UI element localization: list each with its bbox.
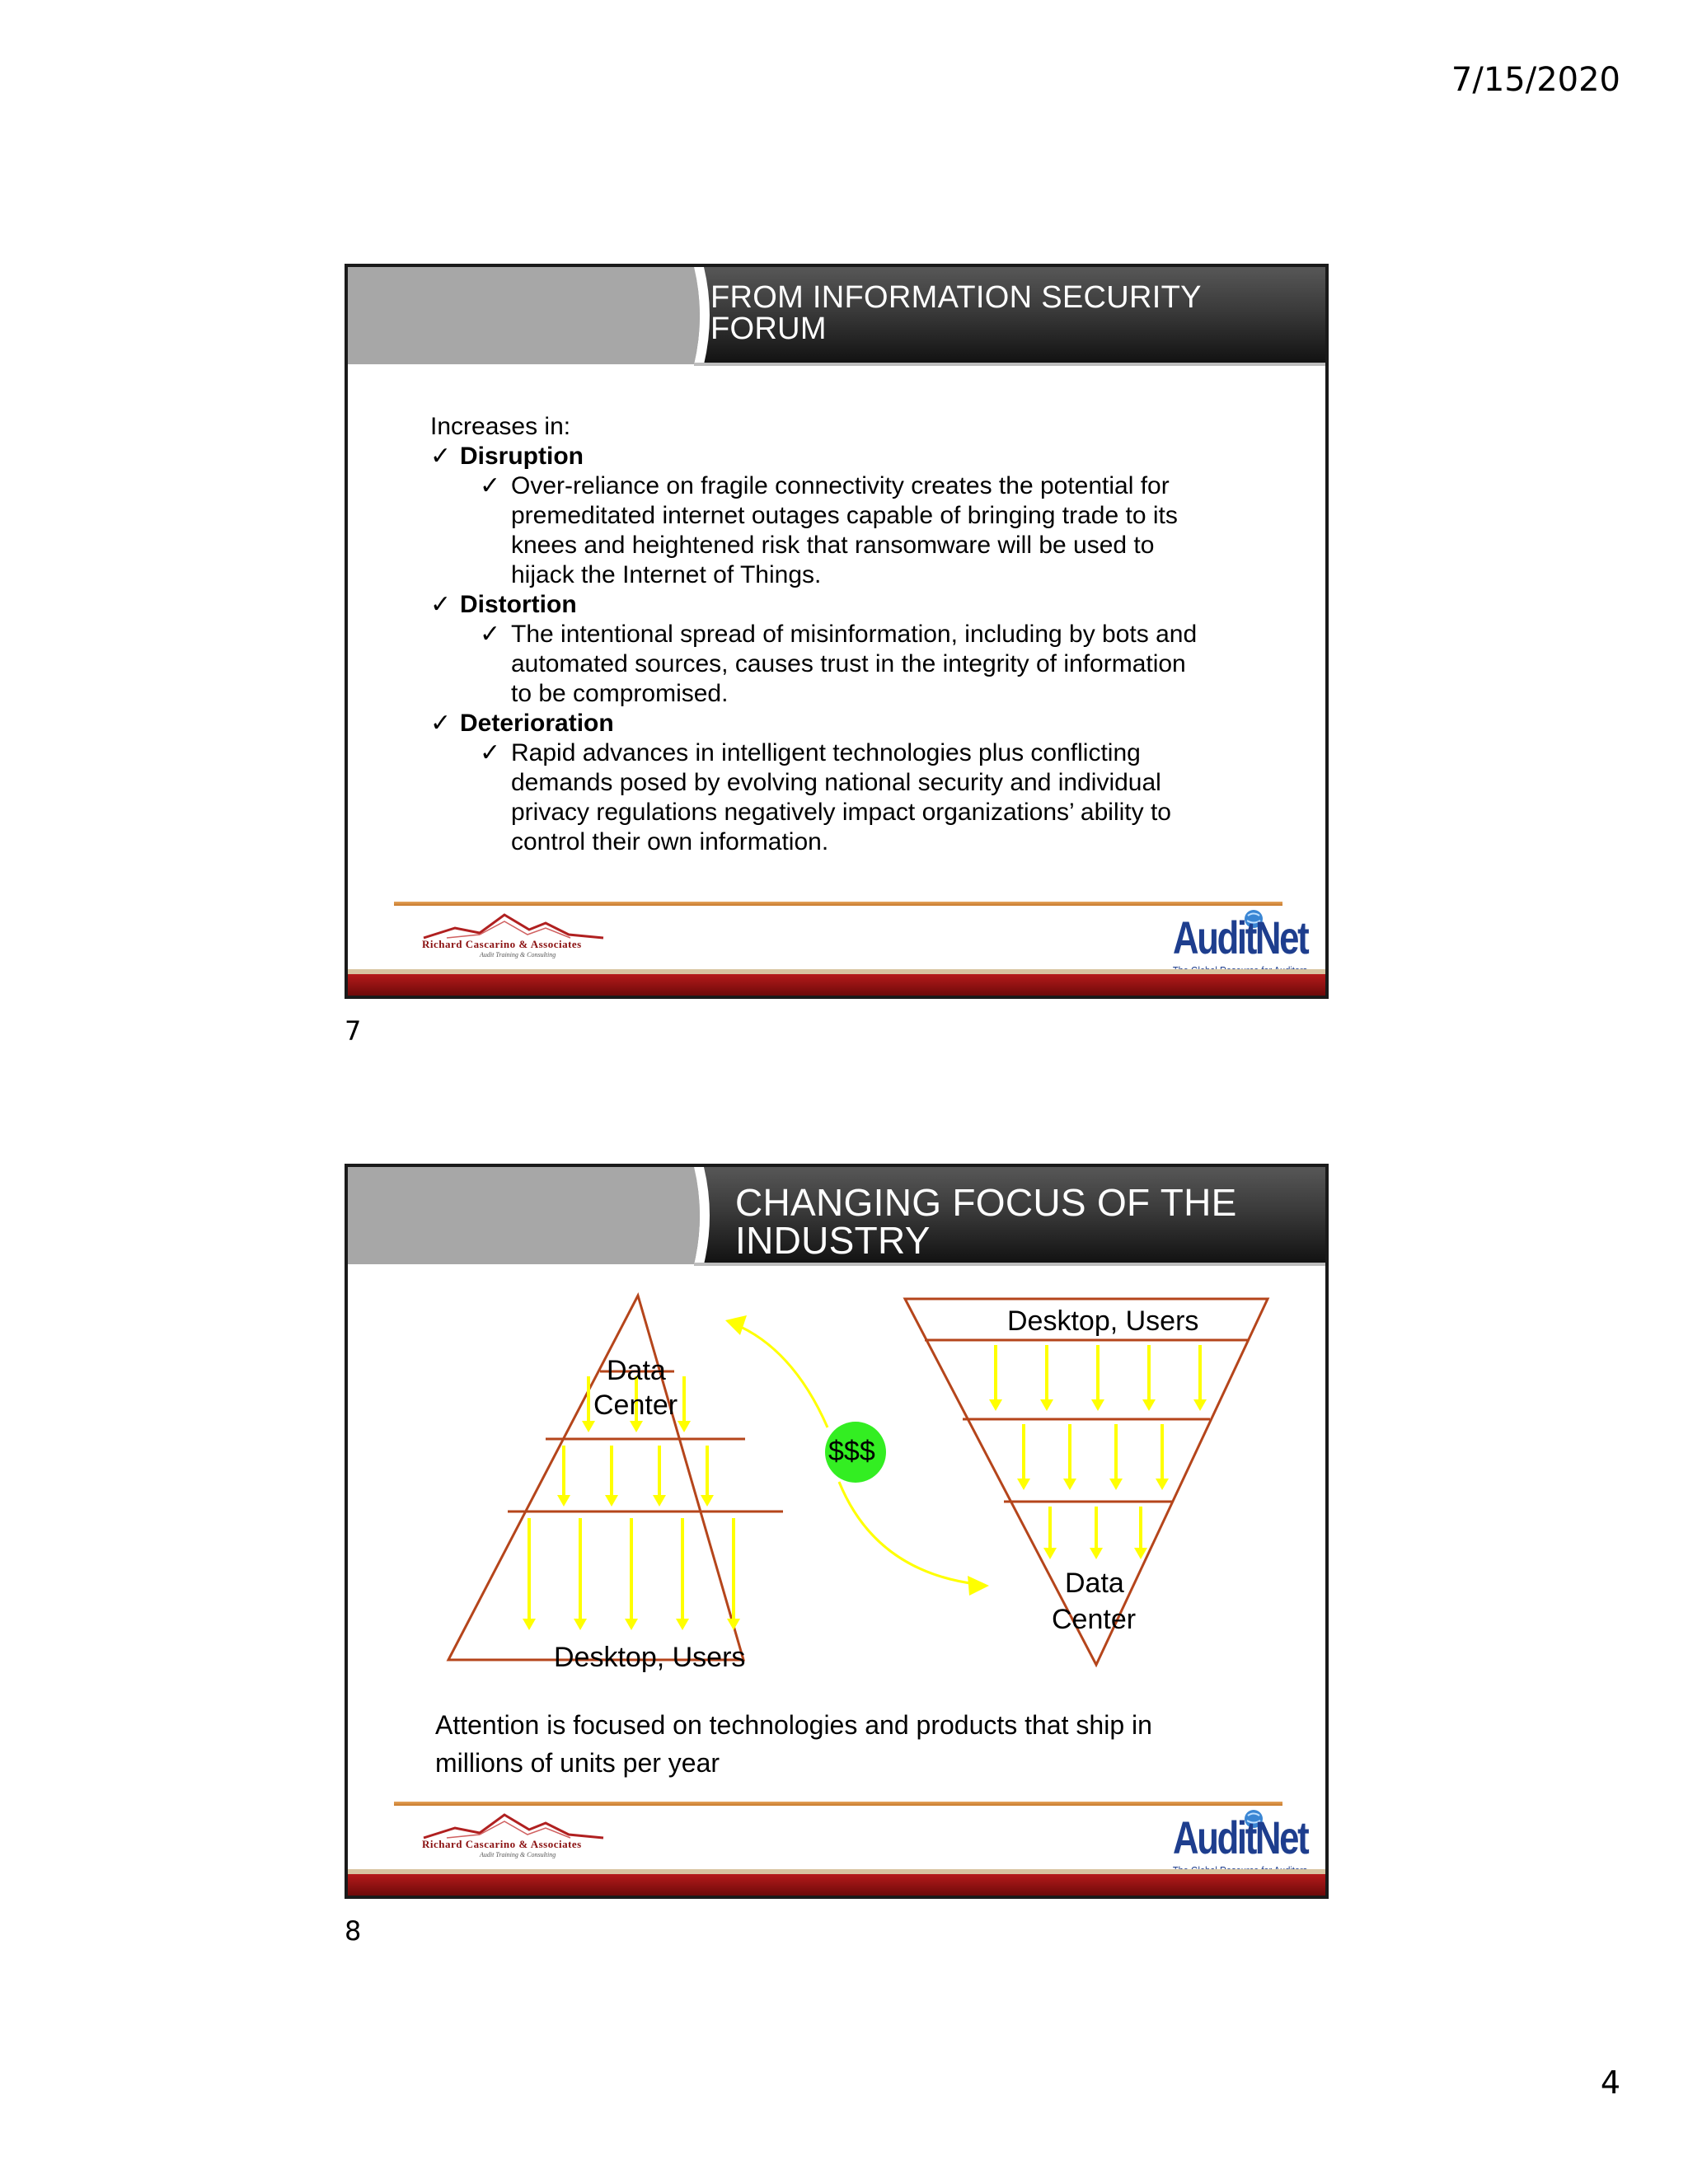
header-underline [694, 363, 1325, 366]
down-arrow-head [1156, 1479, 1169, 1490]
right-bottom-label-1: Data [1065, 1568, 1124, 1599]
industry-focus-diagram [348, 1167, 1325, 1896]
bullet-disruption [430, 442, 1221, 471]
slide-title-line-1: FROM INFORMATION SECURITY [710, 280, 1202, 315]
check-icon: ✓ [480, 621, 501, 648]
sub-bullet-text: The intentional spread of misinformation, including by bots and automated sources, causes trust in the integrity of information to be compromised. [511, 621, 1198, 707]
slide-title-line-2: INDUSTRY [735, 1219, 931, 1262]
slide-title [710, 282, 1287, 344]
check-icon: ✓ [430, 591, 452, 618]
down-arrow-head [630, 1421, 643, 1432]
down-arrow-head [1040, 1399, 1053, 1411]
auditnet-name: AuditNet [1172, 1811, 1307, 1863]
down-arrow-head [1142, 1399, 1156, 1411]
down-arrow-head [574, 1619, 587, 1630]
sub-bullet-deterioration [430, 738, 1221, 857]
pyramid-outline [448, 1296, 743, 1660]
down-arrow-head [678, 1421, 691, 1432]
footer-band [348, 974, 1325, 996]
rca-name: Richard Cascarino & Associates [422, 938, 582, 950]
rca-name: Richard Cascarino & Associates [422, 1838, 582, 1850]
slide-number-7: 7 [345, 1015, 362, 1047]
curved-arrow-lower-head [968, 1576, 989, 1596]
down-arrow-head [1109, 1479, 1123, 1490]
auditnet-name: AuditNet [1172, 912, 1307, 963]
down-arrow-head [727, 1619, 740, 1630]
mountain-icon [422, 1810, 636, 1840]
sub-bullet-text: Rapid advances in intelligent technologies plus conflicting demands posed by evolving national security and individual privacy regulations negatively impact organizations’ ability to control their own information. [511, 739, 1171, 855]
page-date: 7/15/2020 [1451, 61, 1620, 99]
down-arrow-head [1017, 1479, 1030, 1490]
left-top-label-1: Data [607, 1355, 666, 1386]
down-arrow-head [582, 1421, 595, 1432]
down-arrow-head [557, 1495, 570, 1507]
down-arrow-head [701, 1495, 714, 1507]
curved-arrow-lower [839, 1482, 976, 1584]
curved-arrow-upper [734, 1324, 828, 1427]
bullet-heading: Disruption [460, 443, 584, 470]
rca-subtitle: Audit Training & Consulting [480, 1851, 556, 1858]
left-bottom-label: Desktop, Users [554, 1642, 746, 1673]
sub-bullet-disruption [430, 471, 1221, 590]
mountain-icon [422, 910, 636, 940]
bullet-heading: Deterioration [460, 710, 614, 737]
sub-bullet-distortion [430, 620, 1221, 709]
down-arrow-head [625, 1619, 638, 1630]
check-icon: ✓ [430, 443, 452, 470]
down-arrow-head [523, 1619, 536, 1630]
slide-8 [345, 1164, 1329, 1899]
down-arrow-head [1063, 1479, 1076, 1490]
down-arrow-head [653, 1495, 666, 1507]
slide-caption: Attention is focused on technologies and products that ship in millions of units per year [435, 1710, 1152, 1778]
curved-arrow-upper-head [725, 1315, 747, 1335]
slide-body [430, 412, 1221, 857]
bullet-heading: Distortion [460, 591, 577, 618]
pyramid-left [448, 1296, 783, 1660]
rca-subtitle: Audit Training & Consulting [480, 951, 556, 958]
header-gray-panel [348, 267, 710, 364]
page-number: 4 [1600, 2064, 1620, 2101]
down-arrow-head [989, 1399, 1002, 1411]
sub-bullet-text: Over-reliance on fragile connectivity creates the potential for premeditated internet outages capable of bringing trade to its knees and heightened risk that ransomware will be used to hijack the Internet of Things. [511, 472, 1178, 588]
footer-band [348, 1874, 1325, 1896]
bullet-distortion [430, 590, 1221, 620]
down-arrow-head [605, 1495, 618, 1507]
right-bottom-label-2: Center [1052, 1604, 1137, 1635]
check-icon: ✓ [430, 710, 452, 737]
check-icon: ✓ [480, 739, 501, 766]
slide-title-line-1: CHANGING FOCUS OF THE [735, 1181, 1237, 1224]
slide-number-8: 8 [345, 1915, 362, 1947]
rca-logo [422, 1810, 636, 1859]
bullet-deterioration [430, 709, 1221, 738]
right-top-label: Desktop, Users [1007, 1305, 1199, 1337]
down-arrow-head [1043, 1548, 1057, 1559]
money-label: $$$ [828, 1436, 875, 1467]
slide-title-line-2: FORUM [710, 312, 827, 346]
down-arrow-head [1090, 1548, 1103, 1559]
slide-7 [345, 264, 1329, 999]
intro-text: Increases in: [430, 413, 571, 440]
check-icon: ✓ [480, 472, 501, 499]
footer-rule [394, 1802, 1282, 1806]
down-arrow-head [1193, 1399, 1207, 1411]
down-arrow-head [676, 1619, 689, 1630]
rca-logo [422, 910, 636, 959]
footer-rule [394, 902, 1282, 906]
left-top-label-2: Center [593, 1390, 678, 1421]
down-arrow-head [1091, 1399, 1104, 1411]
